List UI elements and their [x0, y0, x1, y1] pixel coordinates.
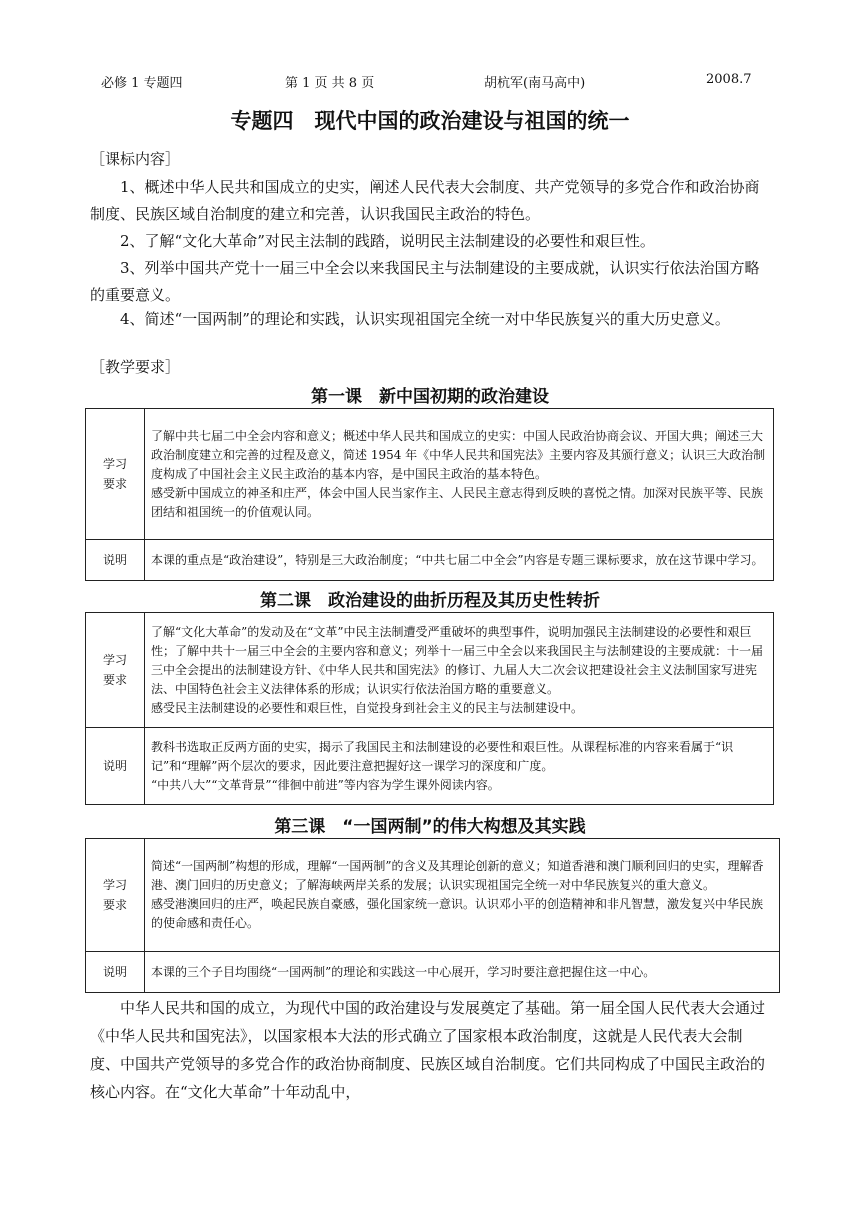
- requirement-label-line2: 要求: [102, 898, 127, 912]
- header-course: 必修 1 专题四: [101, 76, 183, 91]
- note-text: 本课的三个子目均围绕“一国两制”的理论和实践这一中心展开，学习时要注意把握住这一中心。: [151, 964, 656, 979]
- note-label: 说明: [86, 728, 145, 805]
- requirement-label-line1: 学习: [102, 653, 127, 667]
- note-text: 本课的重点是“政治建设”，特别是三大政治制度；“中共七届二中全会”内容是专题三课标要求，放在这节课中学习。: [151, 552, 764, 567]
- note-text: 教科书选取正反两方面的史实，揭示了我国民主和法制建设的必要性和艰巨性。从课程标准的内容来看属于“识记”和“理解”两个层次的要求，因此要注意把握好这一课学习的深度和广度。: [151, 739, 734, 773]
- standard-item-1: 1、概述中华人民共和国成立的史实，阐述人民代表大会制度、共产党领导的多党合作和政治协商制度、民族区域自治制度的建立和完善，认识我国民主政治的特色。: [90, 178, 760, 223]
- requirement-label-line2: 要求: [102, 477, 127, 491]
- lesson-1-title: 第一课 新中国初期的政治建设: [311, 387, 549, 407]
- requirement-row: [86, 409, 774, 540]
- section-heading-teaching: ［教学要求］: [90, 358, 181, 376]
- note-label: 说明: [86, 952, 145, 993]
- standard-item-3: 3、列举中国共产党十一届三中全会以来我国民主与法制建设的主要成就，认识实行依法治国方略的重要意义。: [90, 259, 760, 304]
- requirement-label-line2: 要求: [102, 673, 127, 687]
- note-row: [86, 952, 780, 993]
- lesson-2-title: 第二课 政治建设的曲折历程及其历史性转折: [260, 591, 600, 611]
- requirement-text: 了解中共七届二中全会内容和意义；概述中华人民共和国成立的史实：中国人民政治协商会议、开国大典；阐述三大政治制度建立和完善的过程及意义，简述 1954 年《中华人民共和国宪法》主要内容及其颁行意义；认识三大政治制度构成了中国社会主义民主政治的基本内容，是中国民主政治的基本特色。: [151, 428, 766, 481]
- standard-item-2: 2、了解“文化大革命”对民主法制的践踏，说明民主法制建设的必要性和艰巨性。: [120, 232, 655, 250]
- note-label: 说明: [86, 540, 145, 581]
- requirement-label: [86, 613, 145, 728]
- note-row: [86, 728, 774, 805]
- requirement-text: 感受民主法制建设的必要性和艰巨性，自觉投身到社会主义的民主与法制建设中。: [151, 700, 584, 715]
- note-row: [86, 540, 774, 581]
- requirement-content: [145, 613, 774, 728]
- lesson-1-table: [85, 408, 774, 581]
- standard-item-4: 4、简述“一国两制”的理论和实践，认识实现祖国完全统一对中华民族复兴的重大历史意义。: [120, 310, 730, 328]
- requirement-text: 感受港澳回归的庄严，唤起民族自豪感，强化国家统一意识。认识邓小平的创造精神和非凡智慧，激发复兴中华民族的使命感和责任心。: [151, 897, 764, 930]
- note-content: [145, 728, 774, 805]
- header-page-number: 第 1 页 共 8 页: [285, 76, 375, 91]
- lesson-3-title: 第三课 “一国两制”的伟大构想及其实践: [274, 817, 586, 837]
- requirement-text: 了解“文化大革命”的发动及在“文革”中民主法制遭受严重破坏的典型事件，说明加强民主法制建设的必要性和艰巨性；了解中共十一届三中全会的主要内容和意义；列举十一届三中全会以来我国民主与法制建设的主要成就：十一届三中全会提出的法制建设方针、《中华人民共和国宪法》的修订、九届人大二次会议把建设社会主义法制国家写进宪法、中国特色社会主义法律体系的形成；认识实行依法治国方略的重要意义。: [151, 624, 764, 696]
- header-author: 胡杭军(南马高中): [484, 76, 586, 91]
- lesson-3-table: [85, 838, 780, 993]
- header-date: 2008.7: [706, 72, 752, 87]
- requirement-content: [145, 839, 780, 952]
- requirement-text: 简述“一国两制”构想的形成，理解“一国两制”的含义及其理论创新的意义；知道香港和澳门顺利回归的史实，理解香港、澳门回归的历史意义；了解海峡两岸关系的发展；认识实现祖国完全统一对中华民族复兴的重大意义。: [151, 859, 764, 892]
- note-content: [145, 540, 774, 581]
- requirement-label-line1: 学习: [102, 457, 127, 471]
- requirement-label: [86, 409, 145, 540]
- requirement-label: [86, 839, 145, 952]
- document-title: 专题四 现代中国的政治建设与祖国的统一: [230, 109, 630, 133]
- requirement-row: [86, 839, 780, 952]
- lesson-2-table: [85, 612, 774, 805]
- requirement-content: [145, 409, 774, 540]
- requirement-text: 感受新中国成立的神圣和庄严，体会中国人民当家作主、人民民主意志得到反映的喜悦之情。加深对民族平等、民族团结和祖国统一的价值观认同。: [151, 485, 764, 519]
- note-content: [145, 952, 780, 993]
- requirement-label-line1: 学习: [102, 878, 127, 892]
- section-heading-standards: ［课标内容］: [90, 150, 181, 168]
- requirement-row: [86, 613, 774, 728]
- note-text: “中共八大”“文革背景”“徘徊中前进”等内容为学生课外阅读内容。: [151, 777, 500, 792]
- closing-paragraph: 中华人民共和国的成立，为现代中国的政治建设与发展奠定了基础。第一届全国人民代表大会通过《中华人民共和国宪法》，以国家根本大法的形式确立了国家根本政治制度，这就是人民代表大会制度、中国共产党领导的多党合作的政治协商制度、民族区域自治制度。它们共同构成了中国民主政治的核心内容。在“文化大革命”十年动乱中，: [90, 999, 766, 1101]
